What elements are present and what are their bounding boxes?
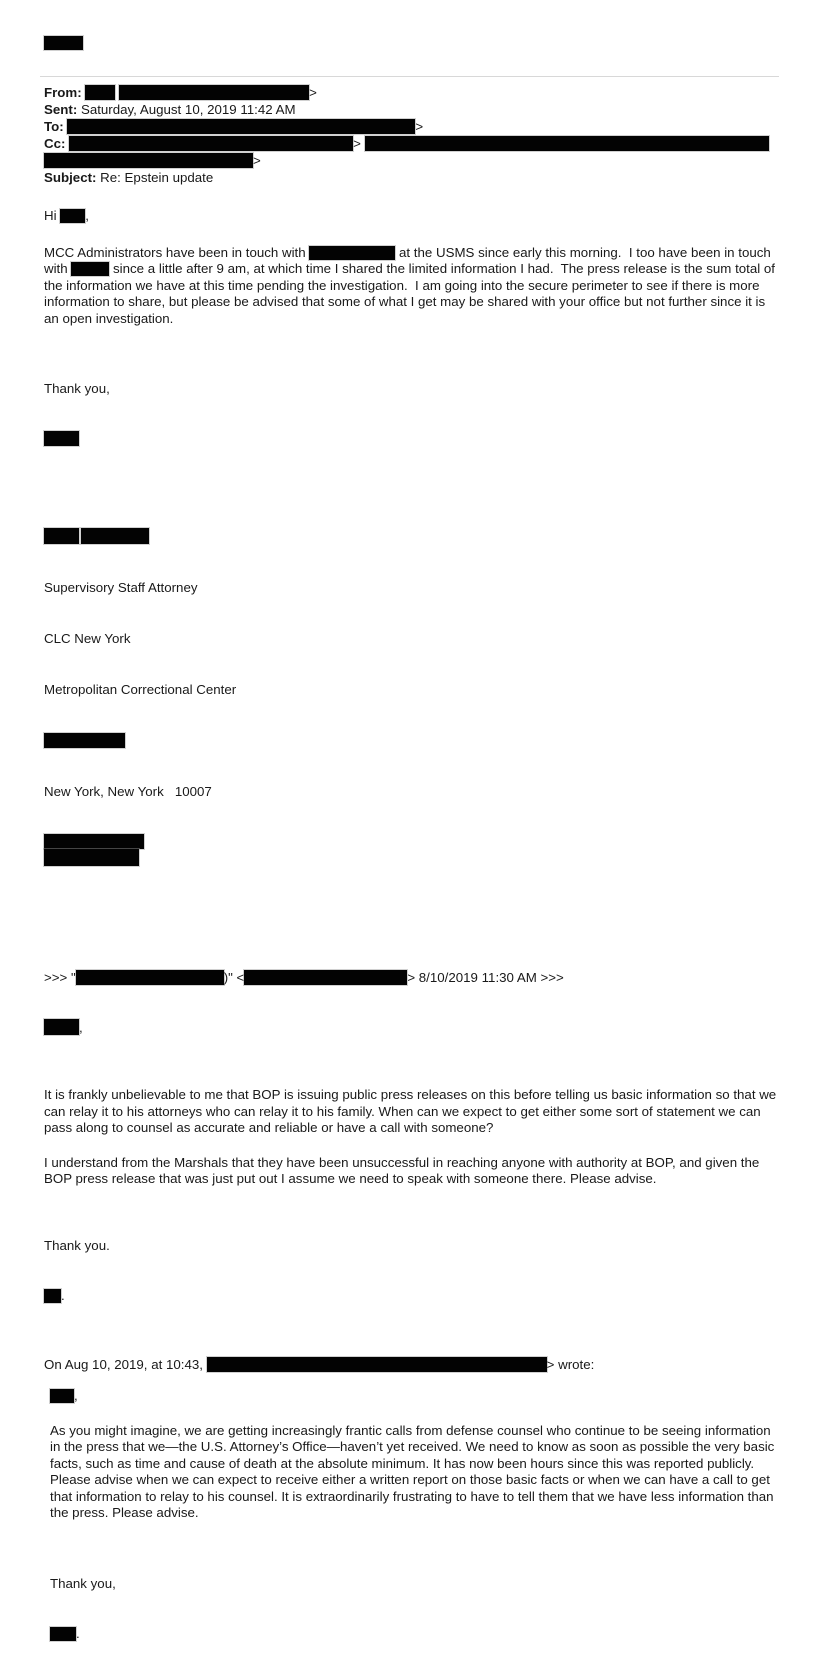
redaction-bar — [50, 1389, 74, 1403]
quote1-header — [44, 936, 778, 1069]
quote1-closing-text: Thank you. — [44, 1237, 110, 1253]
paragraph-text: MCC Administrators have been in touch with — [44, 244, 310, 260]
quote1-header-line — [44, 969, 778, 986]
quote2-paragraph-1: As you might imagine, we are getting increasingly frantic calls from defense counsel who continue to be seeing information in the press that we—the U.S. Attorney’s Office—haven’t yet received. We need to know as soon as possible the very basic facts, such as time and cause of death at the absolute minimum. It has now been hours since this was reported publicly. Please advise when we can expect to receive either a written report on those basic facts or when we can have a call to get that information to relay to his counsel. It is extraordinarily frustrating to have to tell them that we have less information than the press. Please advise. — [50, 1422, 779, 1520]
redaction-bar — [44, 153, 253, 168]
header-separator — [40, 76, 779, 77]
cc-label: Cc: — [44, 136, 66, 151]
quote-intro-text: On Aug 10, 2019, at 10:43, — [44, 1356, 207, 1372]
subject-label: Subject: — [44, 170, 97, 185]
greeting-comma: , — [85, 208, 89, 223]
sig-name-line — [44, 528, 778, 545]
bracket-text: > — [415, 119, 424, 134]
redaction-bar — [309, 246, 395, 260]
quote-intro-text: > wrote: — [546, 1356, 595, 1372]
quote1-paragraph-1: It is frankly unbelievable to me that BOP is issuing public press releases on this before telling us basic information so that we can relay it to his attorneys who can relay it to his family. When can we expect to get either some sort of statement we can pass along to counsel as accurate and reliable or have a call with someone? — [44, 1087, 780, 1135]
sig-phone-block — [44, 834, 778, 866]
email-header — [44, 84, 778, 186]
redaction-bar — [60, 209, 85, 223]
from-label: From: — [44, 85, 82, 100]
redaction-bar — [69, 136, 353, 151]
sent-label: Sent: — [44, 102, 78, 117]
salutation-comma: , — [79, 1020, 83, 1035]
redaction-bar — [244, 970, 407, 985]
quote-header-text: )" < — [223, 970, 245, 985]
to-label: To: — [44, 119, 64, 134]
bracket-text: > — [309, 85, 317, 100]
paragraph-text: since a little after 9 am, at which time I shared the limited information I had. The press release is the sum total of the information we have at this time pending the investigation. I am going into the secure perimeter to see if there is more information to share, but please be advised that some of what I get may be shared with your office but not further since it is an open investigation. — [44, 261, 779, 326]
redaction-bar — [44, 834, 144, 849]
header-subject-line — [44, 169, 778, 186]
redaction-bar — [71, 262, 109, 276]
redaction-bar — [44, 1289, 61, 1303]
header-to-line — [44, 118, 778, 135]
redaction-bar — [207, 1357, 547, 1372]
top-redaction-bar — [44, 36, 778, 55]
redaction-bar — [50, 1627, 76, 1641]
closing-period: . — [76, 1625, 80, 1641]
header-cc-line — [44, 135, 778, 169]
signature-block — [44, 494, 778, 900]
closing-period: . — [61, 1287, 65, 1303]
header-sent-line — [44, 101, 778, 118]
quote2-closing-name-line — [50, 1625, 778, 1642]
sig-title: Supervisory Staff Attorney — [44, 580, 198, 595]
quote-header-text: >>> " — [44, 970, 76, 985]
quote1-closing-name-line — [44, 1287, 778, 1304]
sent-value: Saturday, August 10, 2019 11:42 AM — [77, 102, 296, 117]
paragraph-text: at the USMS since early this morning. I too have been in touch with — [44, 244, 775, 276]
redaction-bar — [44, 431, 79, 446]
bracket-text: > — [253, 153, 261, 168]
subject-value: Re: Epstein update — [96, 170, 214, 185]
redaction-bar — [44, 1019, 79, 1035]
sig-org-1: CLC New York — [44, 631, 131, 646]
quote2-closing-text: Thank you, — [50, 1575, 116, 1591]
redaction-bar — [44, 528, 79, 544]
quote2-intro-line — [44, 1357, 778, 1374]
quote1-closing-block — [44, 1204, 778, 1337]
sig-org-2: Metropolitan Correctional Center — [44, 682, 237, 697]
redaction-bar — [85, 85, 115, 100]
closing-text: Thank you, — [44, 381, 110, 396]
redaction-bar — [44, 733, 125, 748]
quote2-closing-block — [50, 1542, 778, 1675]
closing-block — [44, 347, 778, 480]
redaction-bar — [67, 119, 415, 134]
quote1-paragraph-2: I understand from the Marshals that they have been unsuccessful in reaching anyone with authority at BOP, and given the BOP press release that was just put out I assume we need to speak with someone there. Please advise. — [44, 1154, 763, 1186]
redaction-bar — [76, 970, 224, 985]
redaction-bar — [365, 136, 769, 151]
bracket-text: > — [353, 136, 361, 151]
quote2-salutation-line — [50, 1388, 778, 1405]
greeting-text: Hi — [44, 208, 61, 223]
closing-name-line — [44, 430, 778, 447]
quote1-salutation-line — [44, 1019, 778, 1036]
quote-header-text: > 8/10/2019 11:30 AM >>> — [407, 970, 564, 985]
salutation-comma: , — [74, 1388, 78, 1403]
sig-address-line — [44, 732, 778, 749]
redaction-bar — [119, 85, 309, 100]
redaction-bar — [44, 849, 139, 866]
body-paragraph-1 — [44, 245, 778, 328]
sig-city-line: New York, New York 10007 — [44, 784, 212, 799]
header-from-line — [44, 84, 778, 101]
redaction-bar — [81, 528, 149, 544]
closing-text-line — [44, 380, 778, 397]
greeting-line — [44, 208, 778, 225]
